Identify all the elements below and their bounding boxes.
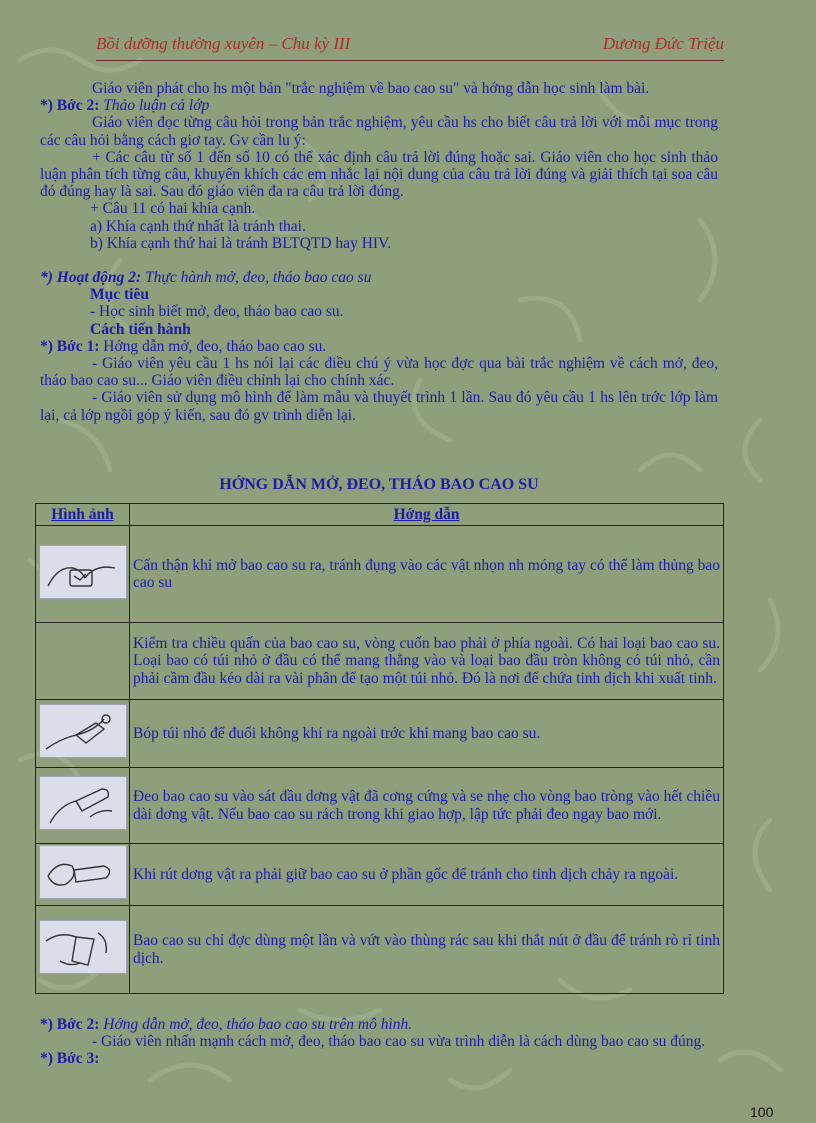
illustration-withdraw xyxy=(39,845,127,899)
table-header-row xyxy=(36,504,724,526)
table-row xyxy=(36,526,724,623)
step-label: *) Bớc 2: xyxy=(40,1016,100,1033)
step-title: Hớng dẫn mở, đeo, tháo bao cao su. xyxy=(103,337,327,355)
guide-text: Khi rút dơng vật ra phải giữ bao cao su ở phần gốc để tránh cho tinh dịch chảy ra ngoài. xyxy=(130,844,724,906)
guide-text: Cẩn thận khi mở bao cao su ra, tránh đụng vào các vật nhọn nh móng tay có thể làm thủng bao cao su xyxy=(130,526,724,623)
guide-text: Bóp túi nhỏ để đuổi không khí ra ngoài trớc khi mang bao cao su. xyxy=(130,700,724,768)
paragraph: Giáo viên đọc từng câu hỏi trong bản trắc nghiệm, yêu cầu hs cho biết câu trả lời với mỗi mục trong các câu hỏi bằng cách giơ tay. Gv cần lu ý: xyxy=(40,114,718,149)
page-number: 100 xyxy=(750,1104,774,1120)
step-heading xyxy=(40,1016,718,1033)
activity-title: Thực hành mở, đeo, tháo bao cao su xyxy=(145,269,372,287)
step-title: Hớng dẫn mở, đeo, tháo bao cao su trên mô hình. xyxy=(103,1016,413,1033)
activity-heading xyxy=(40,269,718,286)
table-row xyxy=(36,844,724,906)
instruction-table xyxy=(35,503,724,994)
paragraph: - Học sinh biết mở, đeo, tháo bao cao su. xyxy=(90,303,344,321)
illustration-open-package xyxy=(39,545,127,599)
goal-heading: Mục tiêu xyxy=(90,286,149,304)
table-row xyxy=(36,623,724,700)
header-course-title: Bồi dưỡng thường xuyên – Chu kỳ III xyxy=(96,34,351,53)
activity-label: *) Hoạt động 2: xyxy=(40,269,142,287)
step-heading xyxy=(40,97,718,114)
table-row xyxy=(36,768,724,844)
paragraph: - Giáo viên sử dụng mô hình để làm mẫu và thuyết trình 1 lần. Sau đó yêu cầu 1 hs lên trớc lớp làm lại, cả lớp ngồi góp ý kiến, sau đó gv trình diễn lại. xyxy=(40,389,718,424)
paragraph: - Giáo viên yêu cầu 1 hs nói lại các điều chú ý vừa học đợc qua bài trắc nghiệm về cách mở, đeo, tháo bao cao su... Giáo viên điều chỉnh lại cho chính xác. xyxy=(40,355,718,390)
document-body xyxy=(40,80,718,424)
table-title: HỚNG DẪN MỞ, ĐEO, THÁO BAO CAO SU xyxy=(219,476,539,493)
document-tail xyxy=(40,1016,718,1068)
table-row xyxy=(36,906,724,994)
paragraph: Giáo viên phát cho hs một bản "trắc nghiệm về bao cao su" và hớng dẫn học sinh làm bài. xyxy=(92,80,650,97)
table-row xyxy=(36,700,724,768)
step-label: *) Bớc 2: xyxy=(40,97,100,115)
paragraph: + Câu 11 có hai khía cạnh. xyxy=(90,200,256,218)
step-label: *) Bớc 3: xyxy=(40,1050,100,1068)
paragraph: a) Khía cạnh thứ nhất là tránh thai. xyxy=(90,217,306,235)
column-header-guide: Hớng dẫn xyxy=(130,504,724,526)
procedure-heading: Cách tiến hành xyxy=(90,320,191,338)
step-heading xyxy=(40,338,718,355)
illustration-dispose xyxy=(39,920,127,974)
column-header-image: Hình ảnh xyxy=(36,504,130,526)
paragraph: - Giáo viên nhấn mạnh cách mở, đeo, tháo bao cao su vừa trình diễn là cách dùng bao cao su đúng. xyxy=(92,1033,706,1051)
paragraph: b) Khía cạnh thứ hai là tránh BLTQTD hay HIV. xyxy=(90,234,392,252)
page-header xyxy=(96,32,724,61)
paragraph: + Các câu từ số 1 đến số 10 có thể xác định câu trả lời đúng hoặc sai. Giáo viên cho học sinh thảo luận phân tích từng câu, khuyến khích các em nhắc lại nội dung của câu trả lời đúng và giải thích tại soa câu đó đúng hay là sai. Sau đó giáo viên đa ra câu trả lời đúng. xyxy=(40,148,718,201)
guide-text: Bao cao su chỉ đợc dùng một lần và vứt vào thùng rác sau khi thắt nút ở đầu để tránh rò rỉ tinh dịch. xyxy=(130,906,724,994)
illustration-squeeze-tip xyxy=(39,704,127,758)
step-title: Thảo luận cả lớp xyxy=(103,97,210,115)
guide-text: Đeo bao cao su vào sát đầu dơng vật đã cơng cứng và se nhẹ cho vòng bao tròng vào hết chiều dài dơng vật. Nếu bao cao su rách trong khi giao hợp, lập tức phải đeo ngay bao mới. xyxy=(130,768,724,844)
guide-text: Kiểm tra chiều quấn của bao cao su, vòng cuốn bao phải ở phía ngoài. Có hai loại bao cao su. Loại bao có túi nhỏ ở đầu có thể mang thẳng vào và loại bao đầu tròn không có túi nhỏ, cần phải cầm đầu kéo dài ra vài phân để tạo một túi nhỏ. Đó là nơi để chứa tinh dịch khi xuất tinh. xyxy=(130,623,724,700)
header-author: Dương Đức Triệu xyxy=(602,34,724,53)
illustration-put-on xyxy=(39,776,127,830)
step-label: *) Bớc 1: xyxy=(40,337,100,355)
